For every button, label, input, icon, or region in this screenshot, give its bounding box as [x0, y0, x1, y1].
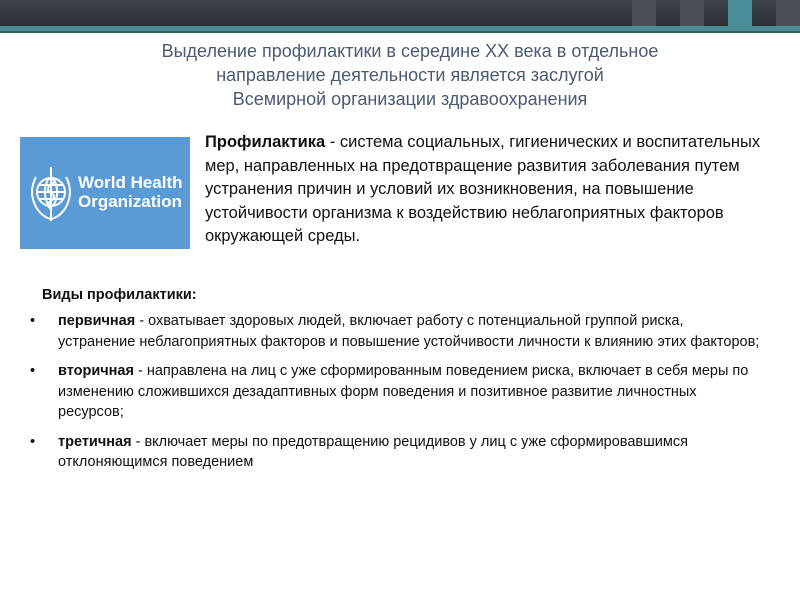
- list-item-text: - направлена на лиц с уже сформированным поведением риска, включает в себя меры по изменению сложившихся дезадаптивных форм поведения и позитивное развитие личностных ресурсов;: [58, 363, 749, 420]
- list-item-text: - охватывает здоровых людей, включает работу с потенциальной группой риска, устранение неблагоприятных факторов и повышение устойчивости личности к влиянию этих факторов;: [58, 313, 760, 350]
- logo-text-line: World Health: [78, 173, 183, 192]
- list-item-term: вторичная: [58, 363, 134, 379]
- types-heading: Виды профилактики:: [42, 287, 197, 303]
- list-item-term: первичная: [58, 313, 136, 329]
- definition-paragraph: [205, 131, 785, 249]
- list-item-term: третичная: [58, 433, 132, 450]
- slide-title-line: направление деятельности является заслугой: [216, 65, 604, 85]
- slide-title-line: Выделение профилактики в середине XX века в отдельное: [161, 41, 659, 61]
- corner-block-3: [728, 0, 752, 26]
- list-item: [24, 432, 764, 473]
- corner-block-2: [680, 0, 704, 26]
- list-item: [24, 361, 764, 423]
- definition-term: Профилактика: [205, 133, 326, 151]
- corner-block-4: [776, 0, 800, 26]
- slide-title: [60, 39, 760, 111]
- logo-text-line: Organization: [78, 192, 182, 211]
- list-item: [24, 311, 764, 352]
- bullet-icon: •: [30, 313, 36, 329]
- list-item-text: - включает меры по предотвращению рецидивов у лиц с уже сформировавшимся отклоняющимся поведением: [58, 433, 688, 470]
- slide-title-line: Всемирной организации здравоохранения: [232, 89, 588, 109]
- who-emblem-icon: [20, 137, 190, 249]
- who-logo: [20, 137, 190, 249]
- corner-block-1: [632, 0, 656, 26]
- definition-text: - система социальных, гигиенических и воспитательных мер, направленных на предотвращение развития заболевания путем устранения причин и условий их возникновения, на повышение устойчивости организма к воздействию неблагоприятных факторов окружающей среды.: [205, 133, 761, 246]
- bullet-icon: •: [30, 363, 36, 379]
- bullet-icon: •: [30, 433, 36, 450]
- header-accent-line: [0, 31, 800, 33]
- types-list: [24, 311, 764, 473]
